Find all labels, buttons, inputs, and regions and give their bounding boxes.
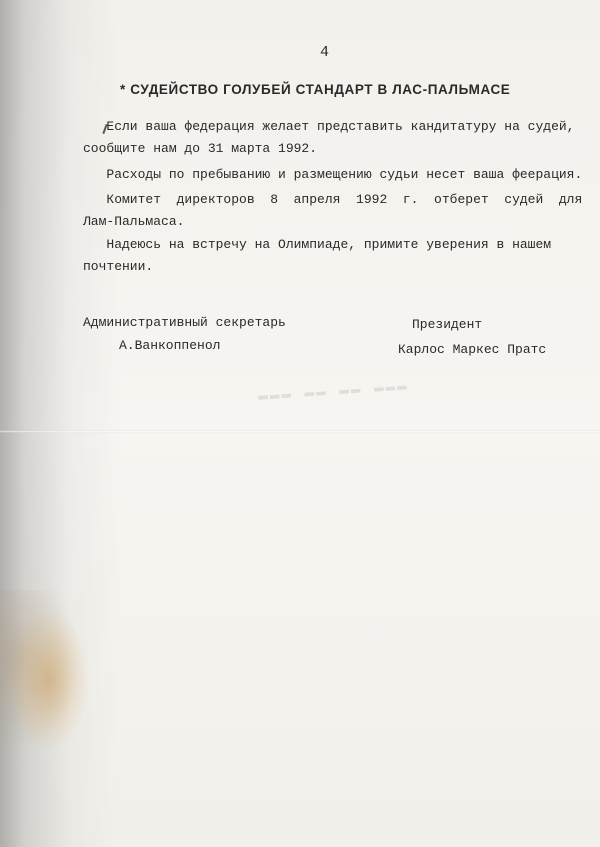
- paragraph-committee: [83, 189, 583, 233]
- paragraph-line: Если ваша федерация желает представить кандитатуру на судей,: [83, 119, 575, 134]
- paper-stain: [0, 590, 110, 770]
- paragraph-line: Расходы по пребыванию и размещению судьи несет ваша феерация.: [83, 167, 583, 182]
- faint-stamp-mark: ▬▬▬ ▬▬ ▬▬ ▬▬▬: [257, 376, 410, 406]
- paragraph-line: Комитет директоров 8 апреля 1992 г. отберет судей для: [83, 192, 583, 207]
- paragraph-line: Лам-Пальмаса.: [83, 214, 185, 229]
- signature-name-secretary: А.Ванкоппенол: [119, 338, 221, 353]
- page-number: 4: [320, 44, 330, 61]
- section-heading: * СУДЕЙСТВО ГОЛУБЕЙ СТАНДАРТ В ЛАС-ПАЛЬМАСЕ: [120, 82, 511, 97]
- paragraph-expenses: [83, 164, 583, 186]
- signature-name-president: Карлос Маркес Пратс: [398, 342, 547, 357]
- paragraph-line: Надеюсь на встречу на Олимпиаде, примите уверения в нашем: [83, 237, 552, 252]
- paper-fold: [0, 430, 600, 433]
- paragraph-line: сообщите нам до 31 марта 1992.: [83, 141, 318, 156]
- signature-role-president: Президент: [412, 317, 483, 332]
- paragraph-closing: [83, 234, 583, 278]
- paragraph-line: почтении.: [83, 259, 154, 274]
- paragraph-nomination: [83, 116, 583, 160]
- signature-role-secretary: Административный секретарь: [83, 315, 286, 330]
